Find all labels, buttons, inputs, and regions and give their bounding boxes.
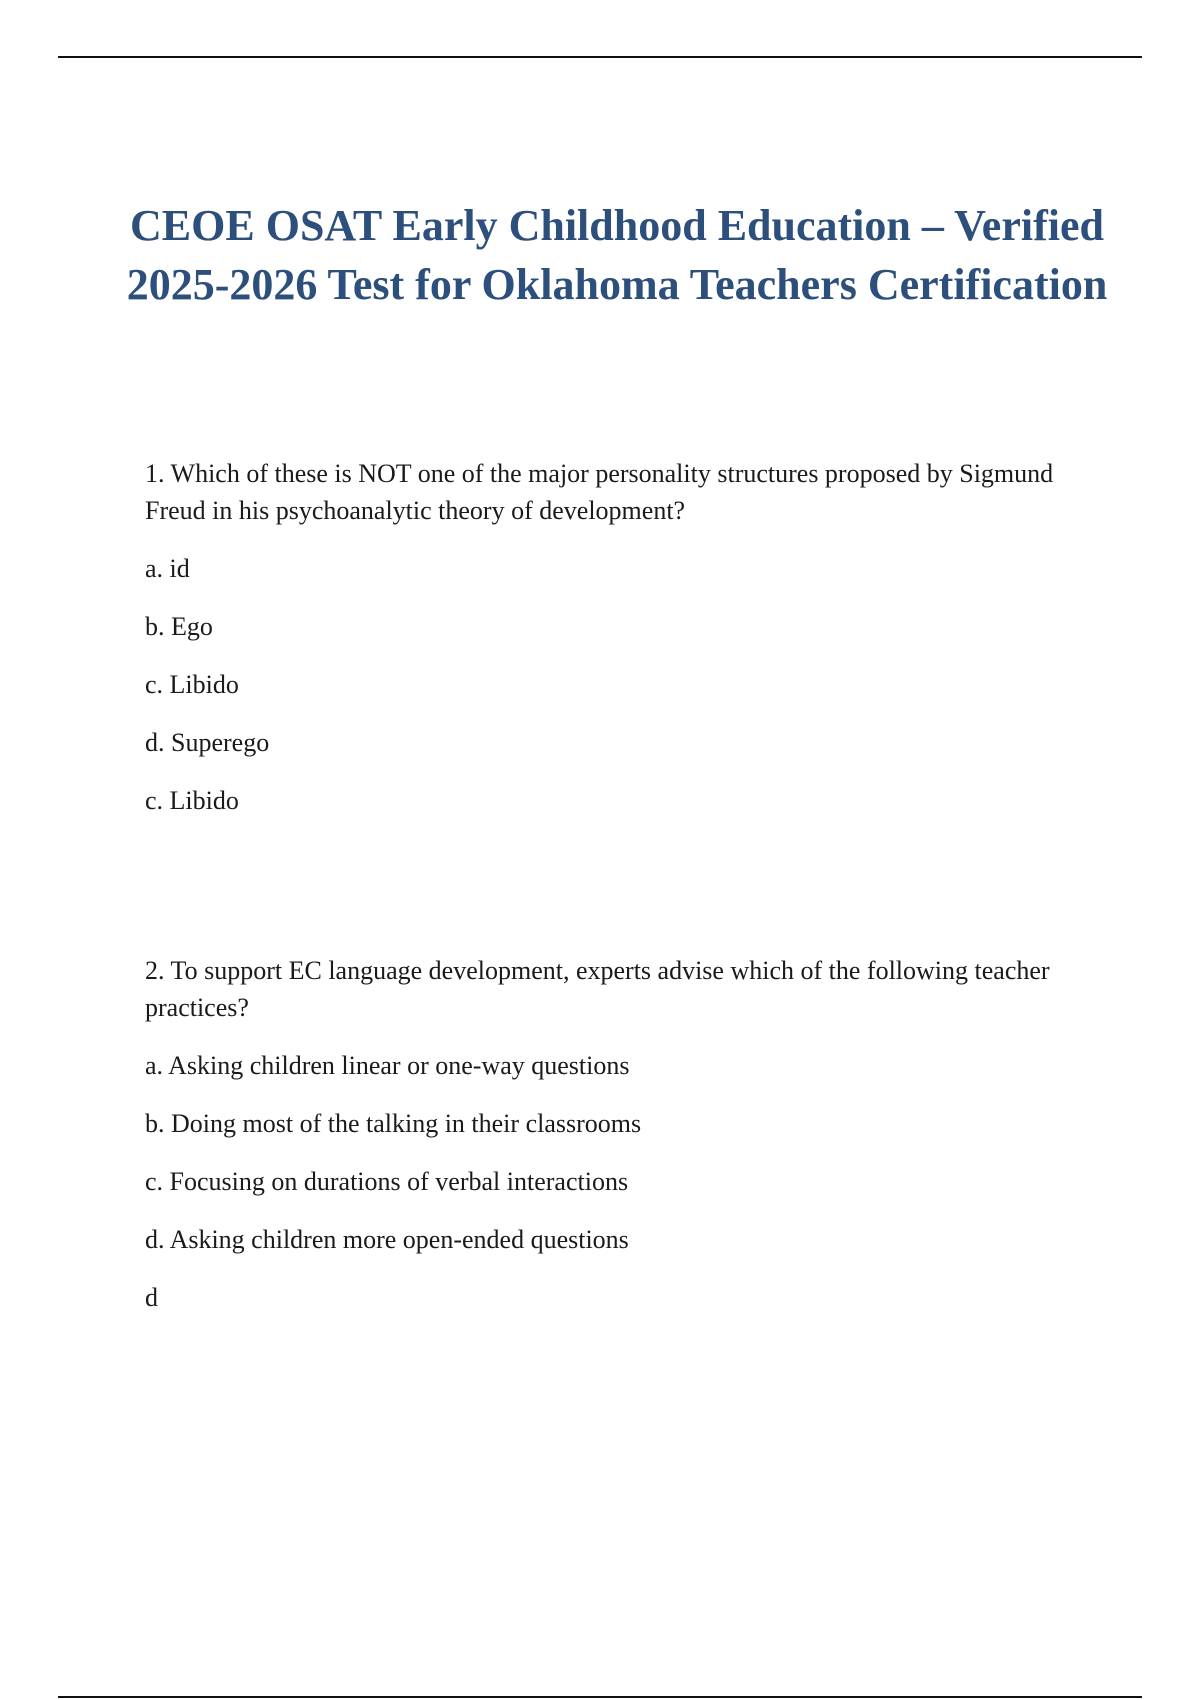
question-2 — [145, 952, 1065, 1316]
question-stem: 1. Which of these is NOT one of the major personality structures proposed by Sigmund Freud in his psychoanalytic theory of development? — [145, 459, 1054, 525]
option-d: d. Asking children more open-ended questions — [145, 1225, 629, 1254]
option-b: b. Ego — [145, 612, 213, 641]
option-c: c. Focusing on durations of verbal interactions — [145, 1167, 629, 1196]
answer-key: d — [145, 1283, 158, 1312]
document-title: CEOE OSAT Early Childhood Education – Verified 2025-2026 Test for Oklahoma Teachers Certification — [126, 201, 1108, 309]
answer-key: c. Libido — [145, 786, 239, 815]
option-list — [145, 1047, 1065, 1258]
footer-rule — [58, 1696, 1142, 1698]
option-a: a. Asking children linear or one-way questions — [145, 1051, 630, 1080]
option-b: b. Doing most of the talking in their classrooms — [145, 1109, 642, 1138]
option-list — [145, 550, 1065, 761]
option-d: d. Superego — [145, 728, 270, 757]
header-rule — [58, 56, 1142, 58]
question-1 — [145, 455, 1065, 819]
question-stem: 2. To support EC language development, experts advise which of the following teacher practices? — [145, 956, 1050, 1022]
option-c: c. Libido — [145, 670, 239, 699]
option-a: a. id — [145, 554, 190, 583]
